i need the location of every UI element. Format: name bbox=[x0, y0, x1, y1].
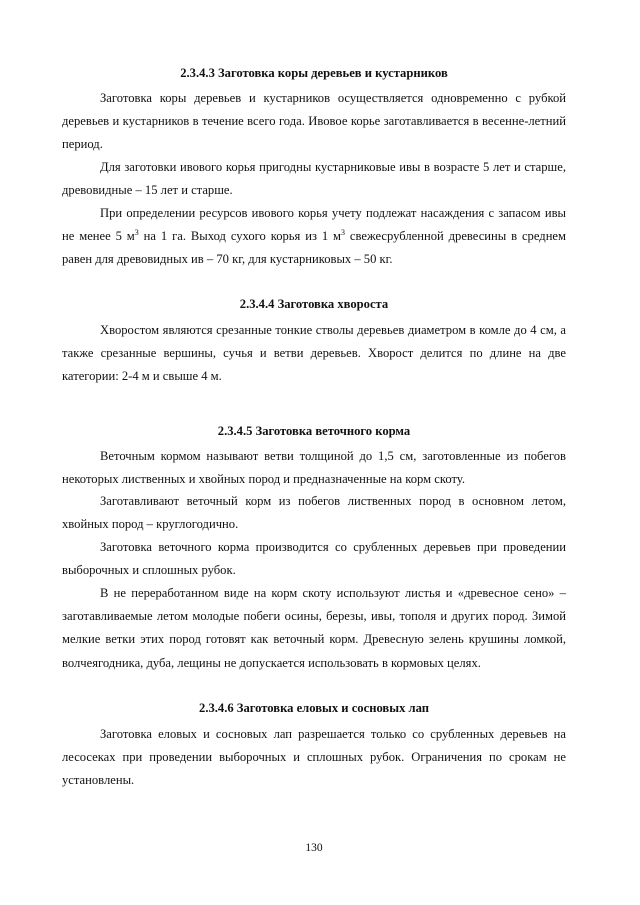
section-heading-branch-feed: 2.3.4.5 Заготовка веточного корма bbox=[217, 424, 411, 438]
section-heading-brushwood: 2.3.4.4 Заготовка хвороста bbox=[239, 297, 389, 311]
paragraph-branch-feed-2: Заготавливают веточный корм из побегов лиственных пород в основном летом, хвойных пород – круглогодично. bbox=[62, 494, 566, 532]
paragraph-branch-feed-3: Заготовка веточного корма производится со срубленных деревьев при проведении выборочных и сплошных рубок. bbox=[62, 540, 566, 578]
page-number: 130 bbox=[305, 842, 323, 854]
superscript-cubic-1: 3 bbox=[134, 228, 139, 238]
paragraph-bark-3 bbox=[62, 202, 566, 272]
paragraph-bark-3-part2: на 1 га. Выход сухого корья из 1 м bbox=[138, 229, 341, 244]
paragraph-brushwood-1: Хворостом являются срезанные тонкие стволы деревьев диаметром в комле до 4 см, а также срезанные вершины, сучья и ветви деревьев. Хворост делится по длине на две категории: 2-4 м и свыше 4 м. bbox=[62, 323, 566, 384]
paragraph-bark-2: Для заготовки ивового корья пригодны кустарниковые ивы в возрасте 5 лет и старше, древовидные – 15 лет и старше. bbox=[62, 160, 566, 198]
section-heading-spruce-pine: 2.3.4.6 Заготовка еловых и сосновых лап bbox=[199, 701, 429, 715]
paragraph-bark-3-part1: При определении ресурсов ивового корья учету подлежат насаждения с запасом ивы не менее 5 м bbox=[62, 206, 566, 244]
paragraph-branch-feed-1: Веточным кормом называют ветви толщиной до 1,5 см, заготовленные из побегов некоторых лиственных и хвойных пород и предназначенные на корм скоту. bbox=[62, 449, 566, 487]
paragraph-bark-1: Заготовка коры деревьев и кустарников осуществляется одновременно с рубкой деревьев и кустарников в течение всего года. Ивовое корье заготавливается в весенне-летний период. bbox=[62, 91, 566, 152]
paragraph-branch-feed-4: В не переработанном виде на корм скоту используют листья и «древесное сено» – заготавливаемые летом молодые побеги осины, березы, ивы, тополя и других пород. Зимой мелкие ветки этих пород готовят как веточный корм. Древесную зелень крушины ломкой, волчеягодника, дуба, лещины не допускается использовать в кормовых целях. bbox=[62, 586, 566, 670]
document-page bbox=[62, 0, 566, 905]
superscript-cubic-2: 3 bbox=[341, 228, 345, 238]
paragraph-spruce-pine-1: Заготовка еловых и сосновых лап разрешается только со срубленных деревьев на лесосеках при проведении выборочных и сплошных рубок. Ограничения по срокам не установлены. bbox=[62, 727, 566, 788]
paragraph-bark-3-part3: свежесрубленной древесины в среднем равен для древовидных ив – 70 кг, для кустарниковых – 50 кг. bbox=[62, 229, 566, 267]
section-heading-bark: 2.3.4.3 Заготовка коры деревьев и кустарников bbox=[180, 66, 448, 80]
